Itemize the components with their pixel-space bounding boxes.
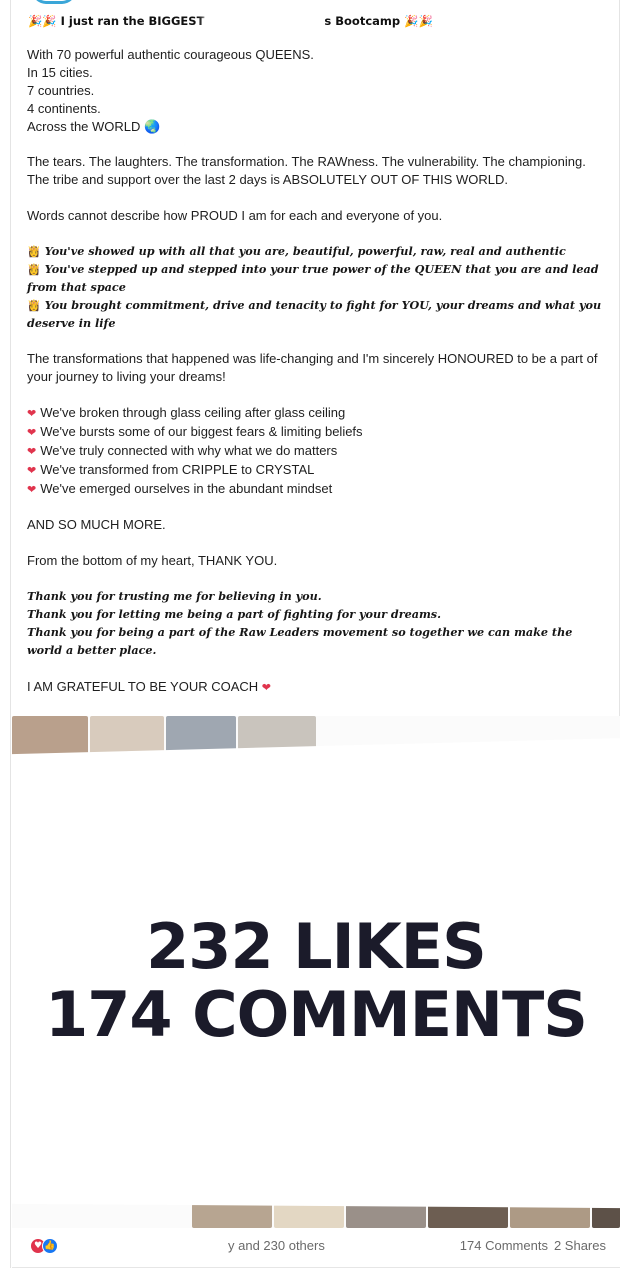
video-tile <box>428 1204 508 1228</box>
reaction-icons[interactable] <box>30 1238 58 1254</box>
post-image[interactable] <box>12 716 620 1228</box>
paragraph-transform: The transformations that happened was life-changing and I'm sincerely HONOURED to be a part of your journey to living your dreams! <box>27 351 598 385</box>
heart-icon: ❤ <box>27 463 37 477</box>
intro-line: In 15 cities. <box>27 64 93 80</box>
paragraph-proud: Words cannot describe how PROUD I am for each and everyone of you. <box>27 208 443 224</box>
queen-line-text: You brought commitment, drive and tenacity to fight for YOU, your dreams and what you deserve in life <box>27 297 602 330</box>
heart-line-text: We've bursts some of our biggest fears & limiting beliefs <box>40 423 363 439</box>
intro-line: 7 countries. <box>27 82 95 98</box>
header-prefix: I just ran the BIGGEST <box>60 14 205 28</box>
likes-overlay: 232 LIKES <box>146 910 486 983</box>
queen-icon: 👸 <box>27 298 41 312</box>
closing-line <box>27 678 607 697</box>
love-reaction-icon: ♥ <box>30 1238 46 1254</box>
video-tile <box>346 1204 426 1228</box>
post-header <box>28 10 588 32</box>
heart-line <box>27 461 607 480</box>
paragraph-tears: The tears. The laughters. The transformation. The RAWness. The vulnerability. The championing. The tribe and support over the last 2 days is ABSOLUTELY OUT OF THIS WORLD. <box>27 154 586 188</box>
brush-stroke <box>12 1154 620 1209</box>
comments-count[interactable]: 174 Comments <box>459 1238 548 1253</box>
intro-line: Across the WORLD 🌏 <box>27 118 161 134</box>
queen-line-text: You've stepped up and stepped into your true power of the QUEEN that you are and lead from that space <box>27 261 599 294</box>
video-tile <box>274 1204 344 1228</box>
heart-line-text: We've emerged ourselves in the abundant mindset <box>40 480 333 496</box>
queen-line <box>27 297 607 333</box>
heart-line <box>27 480 607 499</box>
heart-line-text: We've broken through glass ceiling after glass ceiling <box>40 405 346 421</box>
heart-icon: ❤ <box>27 444 37 458</box>
heart-line <box>27 423 607 442</box>
reactions-bar <box>12 1228 620 1268</box>
thanks-line: Thank you for letting me being a part of fighting for your dreams. <box>27 606 442 621</box>
heart-line-text: We've transformed from CRIPPLE to CRYSTAL <box>40 461 315 477</box>
queen-line <box>27 261 607 297</box>
intro-line: With 70 powerful authentic courageous QUEENS. <box>27 47 314 62</box>
engagement-counts <box>460 1238 606 1253</box>
so-much-more: AND SO MUCH MORE. <box>27 517 166 533</box>
queen-line <box>27 243 607 261</box>
post-text <box>27 46 607 696</box>
comments-overlay: 174 COMMENTS <box>45 978 587 1051</box>
heart-icon: ❤ <box>27 407 37 421</box>
header-suffix: s Bootcamp <box>324 14 401 28</box>
reactors-text[interactable]: y and 230 others <box>228 1238 325 1253</box>
closing-text: I AM GRATEFUL TO BE YOUR COACH <box>27 678 259 694</box>
intro-line: 4 continents. <box>27 100 101 116</box>
queen-icon: 👸 <box>27 244 41 258</box>
party-emoji: 🎉🎉 <box>28 14 57 28</box>
shares-count[interactable]: 2 Shares <box>553 1238 606 1253</box>
party-emoji: 🎉🎉 <box>404 14 433 28</box>
heart-line-text: We've truly connected with why what we do matters <box>40 442 338 458</box>
video-tile <box>192 1204 272 1228</box>
heart-icon: ❤ <box>27 482 37 496</box>
redaction <box>208 14 320 28</box>
queen-line-text: You've showed up with all that you are, beautiful, powerful, raw, real and authentic <box>44 243 566 258</box>
heart-line <box>27 404 607 423</box>
heart-icon: ❤ <box>261 680 271 694</box>
thank-you: From the bottom of my heart, THANK YOU. <box>27 553 278 569</box>
like-reaction-icon: 👍 <box>42 1238 58 1254</box>
thanks-line: Thank you for being a part of the Raw Leaders movement so together we can make the world a better place. <box>27 624 573 657</box>
queen-icon: 👸 <box>27 262 41 276</box>
thanks-line: Thank you for trusting me for believing in you. <box>27 589 322 604</box>
heart-icon: ❤ <box>27 425 37 439</box>
heart-line <box>27 442 607 461</box>
